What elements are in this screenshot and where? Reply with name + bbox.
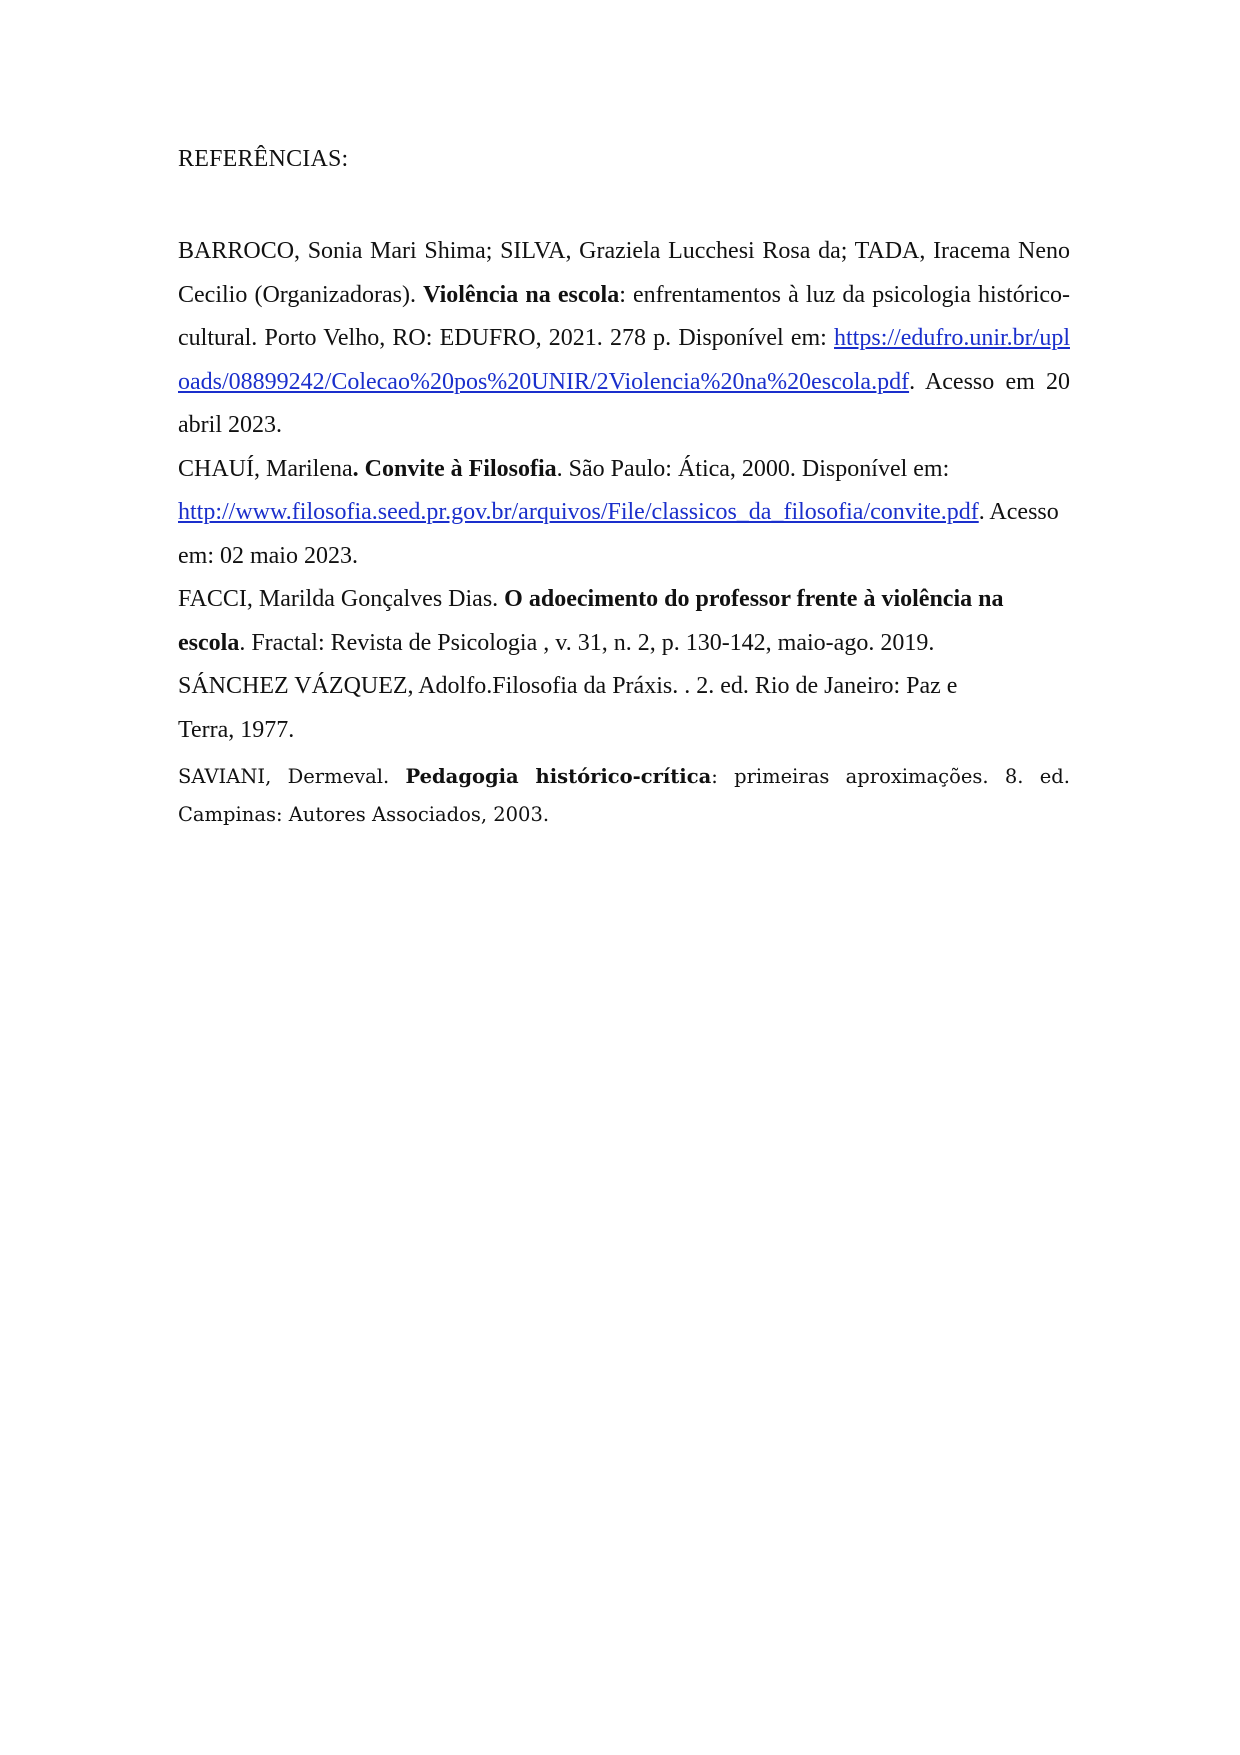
- reference-title: Pedagogia histórico-crítica: [405, 765, 712, 788]
- reference-access-date: . Acesso em: 02 maio 2023.: [178, 499, 1059, 569]
- references-list: [178, 230, 1070, 834]
- reference-text: SÁNCHEZ VÁZQUEZ, Adolfo.Filosofia da Práxis. . 2. ed. Rio de Janeiro: Paz e Terra, 1977.: [178, 673, 958, 743]
- reference-facci: [178, 578, 1070, 665]
- references-heading: REFERÊNCIAS:: [178, 146, 349, 172]
- reference-link[interactable]: http://www.filosofia.seed.pr.gov.br/arquivos/File/classicos_da_filosofia/convite.pdf: [178, 499, 979, 525]
- reference-authors: SAVIANI, Dermeval.: [178, 765, 406, 788]
- reference-details: : primeiras aproximações. 8. ed. Campinas: Autores Associados, 2003.: [178, 765, 1070, 826]
- reference-details: . São Paulo: Ática, 2000. Disponível em:: [556, 455, 950, 482]
- reference-sanchez-vazquez: [178, 665, 1070, 752]
- reference-authors: FACCI, Marilda Gonçalves Dias.: [178, 586, 505, 612]
- reference-barroco: [178, 230, 1070, 448]
- reference-access-date: . Acesso em 20 abril 2023.: [178, 368, 1070, 438]
- reference-chaui: [178, 448, 1070, 579]
- reference-saviani: [178, 758, 1070, 834]
- reference-link[interactable]: https://edufro.unir.br/uploads/08899242/Colecao%20pos%20UNIR/2Violencia%20na%20escola.pdf: [178, 325, 1070, 395]
- reference-authors: CHAUÍ, Marilena: [178, 455, 353, 482]
- reference-details: . Fractal: Revista de Psicologia , v. 31, n. 2, p. 130-142, maio-ago. 2019.: [239, 629, 935, 656]
- reference-title: . Convite à Filosofia: [352, 455, 557, 482]
- reference-title: O adoecimento do professor frente à violência na escola: [178, 586, 1004, 656]
- reference-details: : enfrentamentos à luz da psicologia histórico-cultural. Porto Velho, RO: EDUFRO, 2021. 278 p. Disponível em:: [178, 281, 1070, 351]
- reference-authors: BARROCO, Sonia Mari Shima; SILVA, Graziela Lucchesi Rosa da; TADA, Iracema Neno Cecilio (Organizadoras).: [178, 238, 1070, 308]
- reference-title: Violência na escola: [423, 281, 620, 308]
